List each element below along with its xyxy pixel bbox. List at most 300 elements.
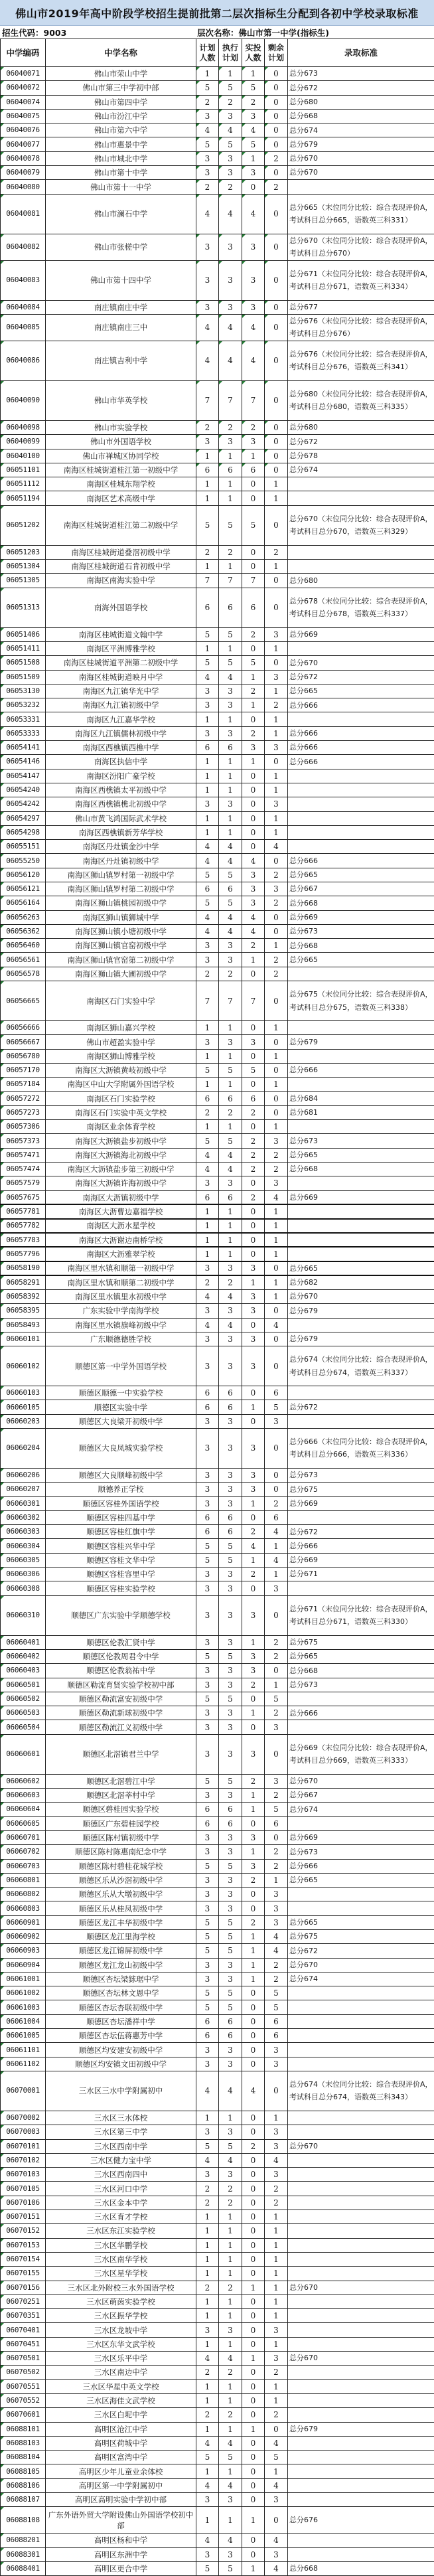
school-code-cell: 06053333	[1, 726, 46, 740]
remaining-plan-cell: 2	[265, 1845, 288, 1859]
table-row	[1, 1803, 434, 1816]
remaining-plan-cell: 2	[265, 2366, 288, 2379]
school-name-cell: 南海区大沥镇盐步初级中学	[46, 1134, 196, 1148]
table-row	[1, 449, 434, 463]
school-code-cell: 06070552	[1, 2393, 46, 2407]
admission-standard-cell	[288, 1219, 434, 1233]
actual-count-cell: 0	[242, 1816, 265, 1830]
actual-count-cell: 3	[242, 1346, 265, 1386]
admission-standard-cell: 总分670	[288, 151, 434, 165]
plan-count-cell: 3	[196, 109, 219, 123]
actual-count-cell: 3	[242, 868, 265, 882]
actual-count-cell: 0	[242, 2238, 265, 2252]
exec-plan-cell: 1	[219, 2337, 242, 2351]
actual-count-cell: 0	[242, 1219, 265, 1233]
actual-count-cell: 3	[242, 1468, 265, 1482]
exec-plan-cell: 4	[219, 314, 242, 341]
actual-count-cell: 1	[242, 755, 265, 769]
admission-standard-cell: 总分670（末位同分比较：综合表现评价A，考试科目总分670）	[288, 234, 434, 260]
plan-count-cell: 1	[196, 2111, 219, 2125]
table-row	[1, 2422, 434, 2436]
table-row	[1, 166, 434, 180]
remaining-plan-cell: 1	[265, 2224, 288, 2238]
actual-count-cell: 1	[242, 67, 265, 81]
actual-count-cell: 3	[242, 1428, 265, 1468]
admission-standard-cell: 总分675	[288, 1930, 434, 1944]
exec-plan-cell: 7	[219, 574, 242, 588]
plan-count-cell: 1	[196, 2238, 219, 2252]
admission-standard-cell: 总分672	[288, 435, 434, 449]
remaining-plan-cell: 3	[265, 741, 288, 755]
table-row	[1, 2014, 434, 2028]
remaining-plan-cell: 3	[265, 1915, 288, 1929]
school-name-cell: 南海区西樵镇西樵中学	[46, 741, 196, 755]
exec-plan-cell: 4	[219, 840, 242, 854]
remaining-plan-cell: 0	[265, 123, 288, 137]
actual-count-cell: 3	[242, 1830, 265, 1844]
remaining-plan-cell: 0	[265, 449, 288, 463]
admission-standard-cell	[288, 1692, 434, 1706]
table-row	[1, 95, 434, 109]
plan-count-cell: 3	[196, 1568, 219, 1581]
school-code-cell: 06040084	[1, 300, 46, 314]
exec-plan-cell: 3	[219, 2168, 242, 2182]
school-name-cell: 南海区九江镇儒林初级中学	[46, 726, 196, 740]
school-code-cell: 06060306	[1, 1568, 46, 1581]
actual-count-cell: 0	[242, 1233, 265, 1247]
admission-standard-cell	[288, 712, 434, 726]
admission-standard-cell: 总分678（末位同分比较：综合表现评价A，考试科目总分678，语数英三科337）	[288, 588, 434, 627]
plan-count-cell: 1	[196, 769, 219, 783]
school-name-cell: 顺德区容桂四基中学	[46, 1510, 196, 1524]
exec-plan-cell: 4	[219, 670, 242, 684]
plan-count-cell: 1	[196, 1049, 219, 1063]
school-name-cell: 顺德区勒流育贤实验学校初中部	[46, 1678, 196, 1692]
school-code-cell: 06053130	[1, 684, 46, 698]
actual-count-cell: 3	[242, 1859, 265, 1873]
exec-plan-cell: 3	[219, 2057, 242, 2071]
admission-standard-cell: 总分674	[288, 123, 434, 137]
table-row	[1, 1873, 434, 1887]
school-name-cell: 南海区里水镇旗峰初级中学	[46, 1318, 196, 1332]
actual-count-cell: 0	[242, 2196, 265, 2210]
col-header-code: 中学编码	[1, 39, 46, 67]
school-code-cell: 06040076	[1, 123, 46, 137]
remaining-plan-cell: 3	[265, 670, 288, 684]
table-row	[1, 545, 434, 559]
exec-plan-cell: 6	[219, 1525, 242, 1539]
remaining-plan-cell: 1	[265, 726, 288, 740]
school-code-cell: 06056578	[1, 967, 46, 981]
admission-standard-cell: 总分676（末位同分比较：综合表现评价A，考试科目总分676，语数英三科341）	[288, 341, 434, 380]
exec-plan-cell: 5	[219, 2139, 242, 2153]
school-code-cell: 06060310	[1, 1595, 46, 1635]
plan-count-cell: 3	[196, 2547, 219, 2561]
school-name-cell: 顺德区勒流江义初级中学	[46, 1720, 196, 1734]
school-code-cell: 06056263	[1, 910, 46, 924]
exec-plan-cell: 4	[219, 2352, 242, 2366]
exec-plan-cell: 3	[219, 260, 242, 300]
table-row	[1, 1148, 434, 1162]
table-row	[1, 1525, 434, 1539]
remaining-plan-cell: 0	[265, 2422, 288, 2436]
school-name-cell: 南海区大沥镇盐步第三初级中学	[46, 1163, 196, 1176]
plan-count-cell: 7	[196, 380, 219, 420]
plan-count-cell: 1	[196, 1120, 219, 1134]
admission-standard-cell	[288, 1204, 434, 1218]
school-name-cell: 顺德区均安建安初级中学	[46, 2043, 196, 2057]
remaining-plan-cell: 4	[265, 1318, 288, 1332]
actual-count-cell: 0	[242, 797, 265, 811]
actual-count-cell: 3	[242, 1304, 265, 1318]
school-code-cell: 06040080	[1, 180, 46, 194]
admission-standard-cell	[288, 545, 434, 559]
school-code-cell: 06057796	[1, 1247, 46, 1261]
school-name-cell: 佛山市第十一中学	[46, 180, 196, 194]
actual-count-cell: 0	[242, 2267, 265, 2281]
exec-plan-cell: 1	[219, 2507, 242, 2534]
school-name-cell: 顺德区北滘镇君兰中学	[46, 1734, 196, 1774]
table-row	[1, 2029, 434, 2043]
school-code-cell: 06040075	[1, 109, 46, 123]
plan-count-cell: 2	[196, 180, 219, 194]
table-row	[1, 1734, 434, 1774]
school-code-cell: 06060903	[1, 1944, 46, 1958]
actual-count-cell: 0	[242, 2043, 265, 2057]
exec-plan-cell: 5	[219, 2561, 242, 2575]
actual-count-cell: 3	[242, 1332, 265, 1346]
plan-count-cell: 3	[196, 1496, 219, 1510]
table-row	[1, 1539, 434, 1553]
actual-count-cell: 1	[242, 2352, 265, 2366]
table-row	[1, 194, 434, 234]
school-name-cell: 南海区西樵镇新芳华学校	[46, 825, 196, 839]
exec-plan-cell: 3	[219, 2323, 242, 2337]
actual-count-cell: 1	[242, 1635, 265, 1649]
table-row	[1, 463, 434, 477]
plan-count-cell: 6	[196, 1386, 219, 1400]
table-row	[1, 2294, 434, 2308]
actual-count-cell: 1	[242, 953, 265, 967]
remaining-plan-cell: 1	[265, 560, 288, 574]
table-row	[1, 811, 434, 825]
admission-standard-cell	[288, 2492, 434, 2506]
admission-standard-cell	[288, 2337, 434, 2351]
table-body	[1, 67, 434, 2576]
school-code-cell: 06040078	[1, 151, 46, 165]
school-name-cell: 佛山市黄飞鸿国际武术学校	[46, 811, 196, 825]
table-row	[1, 1706, 434, 1720]
table-row	[1, 1553, 434, 1567]
remaining-plan-cell: 0	[265, 588, 288, 627]
remaining-plan-cell: 4	[265, 1930, 288, 1944]
plan-count-cell: 6	[196, 2029, 219, 2043]
actual-count-cell: 3	[242, 1649, 265, 1663]
admission-standard-cell	[288, 1120, 434, 1134]
table-row	[1, 896, 434, 910]
actual-count-cell: 2	[242, 1190, 265, 1204]
table-row	[1, 1049, 434, 1063]
school-name-cell: 佛山市第三中学初中部	[46, 81, 196, 95]
school-code-cell: 06061004	[1, 2014, 46, 2028]
remaining-plan-cell: 0	[265, 755, 288, 769]
exec-plan-cell: 3	[219, 1332, 242, 1346]
admission-standard-cell	[288, 2111, 434, 2125]
remaining-plan-cell: 4	[265, 840, 288, 854]
table-row	[1, 1635, 434, 1649]
remaining-plan-cell: 0	[265, 1428, 288, 1468]
plan-count-cell: 3	[196, 1332, 219, 1346]
table-row	[1, 2366, 434, 2379]
school-name-cell: 南海区狮山镇官窑初级中学	[46, 939, 196, 953]
actual-count-cell: 2	[242, 627, 265, 641]
admission-standard-cell: 总分666	[288, 755, 434, 769]
remaining-plan-cell: 1	[265, 1233, 288, 1247]
table-row	[1, 924, 434, 938]
admission-standard-cell: 总分680	[288, 420, 434, 434]
admission-standard-cell: 总分670	[288, 2139, 434, 2153]
exec-plan-cell: 4	[219, 910, 242, 924]
school-name-cell: 顺德区容桂容里中学	[46, 1568, 196, 1581]
table-row	[1, 1204, 434, 1218]
plan-count-cell: 1	[196, 2393, 219, 2407]
actual-count-cell: 1	[242, 2507, 265, 2534]
exec-plan-cell: 3	[219, 2043, 242, 2057]
exec-plan-cell: 1	[219, 477, 242, 491]
table-row	[1, 656, 434, 670]
table-row	[1, 2071, 434, 2111]
remaining-plan-cell: 2	[265, 1496, 288, 1510]
admission-standard-cell: 总分676（末位同分比较：综合表现评价A，考试科目总分676）	[288, 314, 434, 341]
school-name-cell: 南海区桂城街道桂江第二初级中学	[46, 505, 196, 545]
plan-count-cell: 1	[196, 1219, 219, 1233]
school-name-cell: 南海区九江镇初级中学	[46, 698, 196, 712]
school-code-cell: 06057579	[1, 1176, 46, 1190]
actual-count-cell: 0	[242, 2168, 265, 2182]
plan-count-cell: 4	[196, 2478, 219, 2492]
actual-count-cell: 2	[242, 1105, 265, 1119]
actual-count-cell: 0	[242, 2224, 265, 2238]
admission-standard-cell: 总分671（末位同分比较：综合表现评价A，考试科目总分671，语数英三科334）	[288, 260, 434, 300]
plan-count-cell: 5	[196, 1553, 219, 1567]
exec-plan-cell: 6	[219, 1091, 242, 1105]
school-name-cell: 三水区海佳文武学校	[46, 2393, 196, 2407]
school-code-cell: 06060102	[1, 1346, 46, 1386]
table-row	[1, 2352, 434, 2366]
plan-count-cell: 3	[196, 1428, 219, 1468]
table-row	[1, 2561, 434, 2575]
school-code-cell: 06060801	[1, 1873, 46, 1887]
table-row	[1, 1275, 434, 1289]
remaining-plan-cell: 1	[265, 477, 288, 491]
remaining-plan-cell: 1	[265, 1204, 288, 1218]
exec-plan-cell: 6	[219, 1400, 242, 1414]
school-name-cell: 广东顺德德胜学校	[46, 1332, 196, 1346]
remaining-plan-cell: 1	[265, 1049, 288, 1063]
school-name-cell: 南海区桂城街道叠滘初级中学	[46, 545, 196, 559]
plan-count-cell: 1	[196, 1204, 219, 1218]
table-row	[1, 2547, 434, 2561]
school-code-cell: 06051194	[1, 491, 46, 505]
table-row	[1, 1091, 434, 1105]
plan-count-cell: 3	[196, 1468, 219, 1482]
table-row	[1, 2478, 434, 2492]
school-name-cell: 南海区桂城街道石肯初级中学	[46, 560, 196, 574]
table-row	[1, 1063, 434, 1077]
remaining-plan-cell: 3	[265, 797, 288, 811]
exec-plan-cell: 1	[219, 67, 242, 81]
exec-plan-cell: 6	[219, 1510, 242, 1524]
school-name-cell: 三水区三水体校	[46, 2111, 196, 2125]
admission-standard-cell	[288, 2464, 434, 2478]
school-code-cell: 06054242	[1, 797, 46, 811]
admission-standard-cell	[288, 2238, 434, 2252]
school-code-cell: 06056460	[1, 939, 46, 953]
remaining-plan-cell: 0	[265, 1063, 288, 1077]
admission-standard-cell: 总分670	[288, 656, 434, 670]
school-name-cell: 佛山市第十中学	[46, 166, 196, 180]
remaining-plan-cell: 0	[265, 234, 288, 260]
actual-count-cell: 0	[242, 1176, 265, 1190]
admission-standard-cell: 总分675	[288, 1635, 434, 1649]
plan-count-cell: 2	[196, 545, 219, 559]
remaining-plan-cell: 3	[265, 1414, 288, 1428]
school-code-cell: 06057471	[1, 1148, 46, 1162]
exec-plan-cell: 3	[219, 726, 242, 740]
actual-count-cell: 0	[242, 2182, 265, 2196]
school-name-cell: 南海区桂城街道桂江第一初级中学	[46, 463, 196, 477]
table-row	[1, 1859, 434, 1873]
plan-count-cell: 1	[196, 2252, 219, 2266]
school-name-cell: 南海区大沥水星学校	[46, 1219, 196, 1233]
actual-count-cell: 0	[242, 1078, 265, 1091]
school-code-cell: 06060303	[1, 1525, 46, 1539]
school-code-cell: 06070154	[1, 2252, 46, 2266]
exec-plan-cell: 5	[219, 627, 242, 641]
exec-plan-cell: 4	[219, 341, 242, 380]
actual-count-cell: 1	[242, 670, 265, 684]
school-code-cell: 06070103	[1, 2168, 46, 2182]
school-name-cell: 三水区河口中学	[46, 2182, 196, 2196]
school-name-cell: 佛山市实验学校	[46, 420, 196, 434]
school-name-cell: 佛山市第四中学	[46, 95, 196, 109]
remaining-plan-cell: 1	[265, 1539, 288, 1553]
actual-count-cell: 0	[242, 2323, 265, 2337]
school-code-cell: 06057272	[1, 1091, 46, 1105]
school-name-cell: 顺德区龙江丰华初级中学	[46, 1915, 196, 1929]
table-row	[1, 588, 434, 627]
actual-count-cell: 0	[242, 2252, 265, 2266]
table-row	[1, 1649, 434, 1663]
exec-plan-cell: 3	[219, 1035, 242, 1049]
table-row	[1, 2182, 434, 2196]
actual-count-cell: 0	[242, 2366, 265, 2379]
remaining-plan-cell: 1	[265, 2281, 288, 2294]
admission-standard-cell: 总分670	[288, 1774, 434, 1788]
school-name-cell: 南海区桂城东翔学校	[46, 477, 196, 491]
plan-count-cell: 5	[196, 2451, 219, 2464]
school-code-cell: 06040079	[1, 166, 46, 180]
remaining-plan-cell: 3	[265, 2057, 288, 2071]
plan-count-cell: 3	[196, 1845, 219, 1859]
school-code-cell: 06088103	[1, 2436, 46, 2450]
admission-standard-cell	[288, 2252, 434, 2266]
school-code-cell: 06070451	[1, 2337, 46, 2351]
admission-standard-cell: 总分666	[288, 698, 434, 712]
remaining-plan-cell: 0	[265, 380, 288, 420]
admission-standard-cell: 总分668	[288, 896, 434, 910]
actual-count-cell: 3	[242, 882, 265, 896]
exec-plan-cell: 3	[219, 1678, 242, 1692]
admission-standard-cell: 总分668	[288, 109, 434, 123]
school-code-cell: 06070156	[1, 2281, 46, 2294]
remaining-plan-cell: 1	[265, 641, 288, 655]
remaining-plan-cell: 0	[265, 1734, 288, 1774]
school-name-cell: 顺德区龙江龙山初级中学	[46, 1958, 196, 1972]
admission-standard-cell	[288, 2182, 434, 2196]
admission-standard-cell: 总分674	[288, 1803, 434, 1816]
table-row	[1, 1915, 434, 1929]
exec-plan-cell: 4	[219, 1148, 242, 1162]
school-code-cell: 06055250	[1, 854, 46, 868]
table-row	[1, 1496, 434, 1510]
admission-standard-cell	[288, 2534, 434, 2547]
remaining-plan-cell: 1	[265, 2337, 288, 2351]
admission-standard-cell	[288, 477, 434, 491]
table-row	[1, 151, 434, 165]
admission-standard-cell	[288, 2125, 434, 2139]
school-name-cell: 三水区北外附校三水外国语学校	[46, 2281, 196, 2294]
table-row	[1, 1134, 434, 1148]
plan-count-cell: 4	[196, 123, 219, 137]
school-name-cell: 南海区狮山镇狮城中学	[46, 910, 196, 924]
school-name-cell: 佛山市华英学校	[46, 380, 196, 420]
exec-plan-cell: 1	[219, 2309, 242, 2323]
exec-plan-cell: 1	[219, 811, 242, 825]
school-code-cell: 06060803	[1, 1901, 46, 1915]
school-code-cell: 06056666	[1, 1021, 46, 1035]
plan-count-cell: 3	[196, 797, 219, 811]
admission-standard-cell: 总分674（末位同分比较：综合表现评价A，考试科目总分674，语数英三科337）	[288, 1346, 434, 1386]
school-code-cell: 06051509	[1, 670, 46, 684]
admission-standard-cell: 总分669	[288, 1553, 434, 1567]
school-name-cell: 南海区狮山镇小塘初级中学	[46, 924, 196, 938]
remaining-plan-cell: 3	[265, 1176, 288, 1190]
exec-plan-cell: 5	[219, 1930, 242, 1944]
remaining-plan-cell: 4	[265, 2478, 288, 2492]
school-name-cell: 三水区东华文武学校	[46, 2337, 196, 2351]
school-code-cell: 06060403	[1, 1664, 46, 1678]
school-name-cell: 南海区里水镇和顺第一初级中学	[46, 1261, 196, 1276]
exec-plan-cell: 6	[219, 1803, 242, 1816]
admission-standard-cell: 总分670（末位同分比较：综合表现评价A，考试科目总分670，语数英三科329）	[288, 505, 434, 545]
admission-standard-cell: 总分671（末位同分比较：综合表现评价A，考试科目总分671，语数英三科330）	[288, 1595, 434, 1635]
remaining-plan-cell: 1	[265, 1289, 288, 1303]
actual-count-cell: 0	[242, 1318, 265, 1332]
remaining-plan-cell: 0	[265, 1332, 288, 1346]
remaining-plan-cell: 2	[265, 896, 288, 910]
school-name-cell: 南海区大沥镇黄岐初级中学	[46, 1063, 196, 1077]
remaining-plan-cell: 1	[265, 1120, 288, 1134]
school-name-cell: 三水区南华学校	[46, 2252, 196, 2266]
admission-standard-cell: 总分665	[288, 1148, 434, 1162]
exec-plan-cell: 3	[219, 1845, 242, 1859]
admission-standard-cell: 总分672	[288, 1400, 434, 1414]
school-name-cell: 三水区华鹏学校	[46, 2238, 196, 2252]
admission-standard-cell	[288, 2168, 434, 2182]
school-code-cell: 06088301	[1, 2547, 46, 2561]
remaining-plan-cell: 0	[265, 260, 288, 300]
